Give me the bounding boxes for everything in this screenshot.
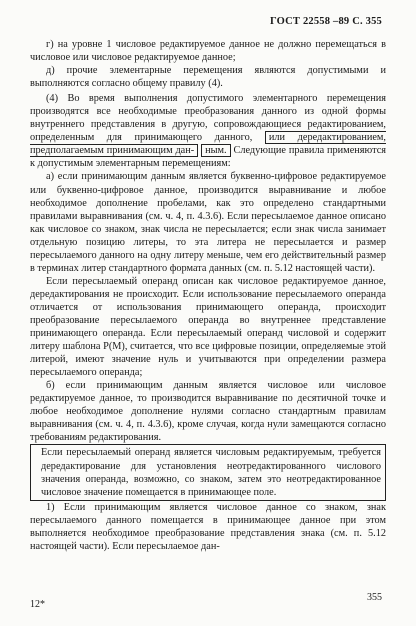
paragraph-a: а) если принимающим данным является буквенно-цифровое редактируемое или буквенно-цифровое данное, производится выравнивание и любое необходимое дополнение пробелами, как это определено стандартными правилами выравнивания (см. ч. 4, п. 4.3.6). Если пересылаемое данное описано как числовое со знаком, знак числа не пересылается; если знак числа занимает отдельную позицию литеры, то эта литера не пересылается и размер пересылаемого данного на одну литеру меньше, чем его действительный размер в терминах литер стандартного формата данных (см. п. 5.12 настоящей части). [30, 171, 386, 274]
boxed-insertion-2: ным. [201, 144, 231, 157]
page-number: 355 [367, 592, 382, 603]
paragraph-1: 1) Если принимающим является числовое данное со знаком, знак пересылаемого данного помещается в принимающее данное при этом выполняется необходимое преобразование представления знака (см. п. 5.12 настоящей части). Если пересылаемое дан- [30, 501, 386, 552]
paragraph-edited-operand: Если пересылаемый операнд описан как числовое редактируемое данное, дередактирования не происходит. Если использование пересылаемого операнда отличается от использования принимающего операнда, происходит преобразование пересылаемого операнда во внутреннее представление принимающего операнда. Если пересылаемый операнд числовой и содержит литеру шаблона P(M), считается, что все цифровые позиции, определяемые этой литерой, имеют значение нуль и учитываются при определении размера пересылаемого операнда; [30, 275, 386, 379]
page-header: ГОСТ 22558 –89 С. 355 [270, 16, 382, 27]
rule-4-continuation: Следующие правила применяются к допустимым элементарным перемещениям: [30, 145, 386, 170]
paragraph-rule-4 [30, 92, 386, 170]
body-text [30, 38, 386, 553]
paragraph-g: г) на уровне 1 числовое редактируемое данное не должно перемещаться в числовое или числовое редактируемое данное; [30, 39, 386, 64]
footer-signature-mark: 12* [30, 599, 45, 610]
boxed-insertion-1: или дередактированием, предполагаемым принимающим дан- [30, 132, 386, 157]
rule-4-text: (4) Во время выполнения допустимого элементарного перемещения производятся все необходимые преобразования данного из одной формы внутреннего представления в другую, сопровождающиеся редактированием, определенным для принимающего данного, [30, 93, 386, 144]
paragraph-d: д) прочие элементарные перемещения являются допустимыми и выполняются согласно общему правилу (4). [30, 65, 386, 90]
boxed-insertion-block: Если пересылаемый операнд является числовым редактируемым, требуется дередактирование для установления неотредактированного числового значения операнда, возможно, со знаком, затем это неотредактированное числовое значение помещается в принимающее поле. [30, 444, 386, 500]
paragraph-b: б) если принимающим данным является числовое или числовое редактируемое данное, то производится выравнивание по десятичной точке и любое необходимое дополнение нулями согласно стандартным правилам выравнивания (см. ч. 4, п. 4.3.6), кроме случая, когда нули замещаются согласно требованиям редактирования. [30, 380, 386, 444]
